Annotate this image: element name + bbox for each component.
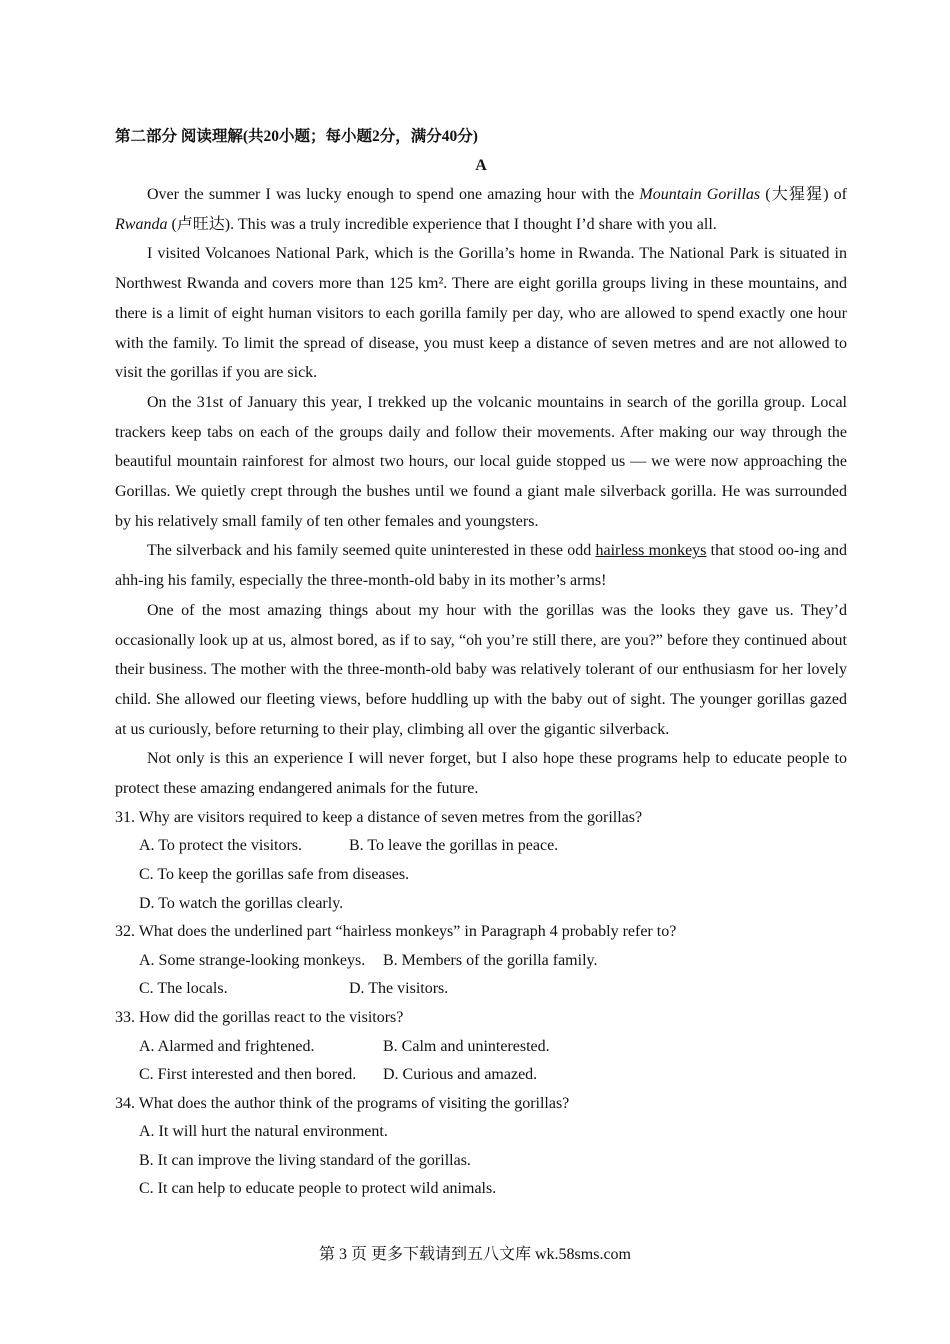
question-33-options-row1 — [139, 1033, 847, 1062]
paragraph-3: On the 31st of January this year, I trekked up the volcanic mountains in search of the gorilla group. Local trackers keep tabs on each of the groups daily and follow their movements. After making our way through the beautiful mountain rainforest for almost two hours, our local guide stopped us — we were now approaching the Gorillas. We quietly crept through the bushes until we found a giant male silverback gorilla. He was surrounded by his relatively small family of ten other females and youngsters. — [115, 393, 847, 530]
underlined-phrase: hairless monkeys — [595, 542, 707, 560]
mountain-gorillas-term: Mountain Gorillas — [639, 186, 761, 203]
option-b: B. Calm and uninterested. — [383, 1037, 550, 1055]
paragraph-5: One of the most amazing things about my hour with the gorillas was the looks they gave us. They’d occasionally look up at us, almost bored, as if to say, “oh you’re still there, are you?” before they continued about their business. The mother with the three-month-old baby was relatively tolerant of our enthusiasm for her lovely child. She allowed our fleeting views, before huddling up with the baby out of sight. The younger gorillas gazed at us curiously, before returning to their play, climbing all over the gigantic silverback. — [115, 601, 847, 738]
option-d: D. Curious and amazed. — [383, 1066, 538, 1084]
option-c: C. First interested and then bored. — [139, 1066, 357, 1084]
option-a: A. To protect the visitors. — [139, 837, 303, 855]
option-c: C. It can help to educate people to protect wild animals. — [139, 1180, 497, 1198]
section-title: 第二部分 阅读理解(共20小题；每小题2分，满分40分) — [115, 128, 478, 145]
question-32-options-row1 — [139, 947, 847, 976]
question-33-options-row2 — [139, 1061, 847, 1090]
option-b: B. Members of the gorilla family. — [383, 951, 598, 969]
option-b: B. It can improve the living standard of the gorillas. — [139, 1151, 471, 1169]
option-a: A. It will hurt the natural environment. — [139, 1123, 388, 1141]
question-33-stem: 33. How did the gorillas react to the visitors? — [115, 1008, 404, 1026]
question-34-stem: 34. What does the author think of the programs of visiting the gorillas? — [115, 1094, 570, 1112]
option-d: D. To watch the gorillas clearly. — [139, 894, 344, 912]
question-31-stem: 31. Why are visitors required to keep a distance of seven metres from the gorillas? — [115, 808, 643, 826]
option-c: C. To keep the gorillas safe from diseases. — [139, 865, 410, 883]
option-d: D. The visitors. — [349, 980, 449, 998]
option-a: A. Some strange-looking monkeys. — [139, 951, 366, 969]
question-32-options-row2 — [139, 975, 847, 1004]
paragraph-6: Not only is this an experience I will never forget, but I also hope these programs help to educate people to protect these amazing endangered animals for the future. — [115, 750, 847, 798]
paragraph-4-text-b: that stood oo-ing and ahh-ing his family, especially the three-month-old baby in its mother’s arms! — [115, 542, 847, 590]
paragraph-1-text-c: (卢旺达). This was a truly incredible experience that I thought I’d share with you all. — [167, 215, 717, 233]
page-footer: 第 3 页 更多下载请到五八文库 wk.58sms.com — [318, 1246, 631, 1263]
option-b: B. To leave the gorillas in peace. — [349, 837, 559, 855]
document-page — [115, 122, 847, 1204]
paragraph-1-text-b: (大猩猩) of — [760, 186, 847, 203]
paragraph-1 — [115, 180, 847, 239]
option-a: A. Alarmed and frightened. — [139, 1037, 315, 1055]
paragraph-4-text-a: The silverback and his family seemed quite uninterested in these odd — [147, 542, 596, 560]
paragraph-4 — [115, 536, 847, 595]
passage-letter: A — [475, 157, 487, 174]
rwanda-term: Rwanda — [115, 215, 168, 233]
option-c: C. The locals. — [139, 980, 228, 998]
question-31-options-row1 — [139, 832, 847, 861]
question-32-stem: 32. What does the underlined part “hairless monkeys” in Paragraph 4 probably refer to? — [115, 923, 677, 941]
paragraph-2: I visited Volcanoes National Park, which is the Gorilla’s home in Rwanda. The National Park is situated in Northwest Rwanda and covers more than 125 km². There are eight gorilla groups living in these mountains, and there is a limit of eight human visitors to each gorilla family per day, who are allowed to spend exactly one hour with the family. To limit the spread of disease, you must keep a distance of seven metres and are not allowed to visit the gorillas if you are sick. — [115, 245, 847, 382]
paragraph-1-text-a: Over the summer I was lucky enough to spend one amazing hour with the — [147, 186, 640, 203]
